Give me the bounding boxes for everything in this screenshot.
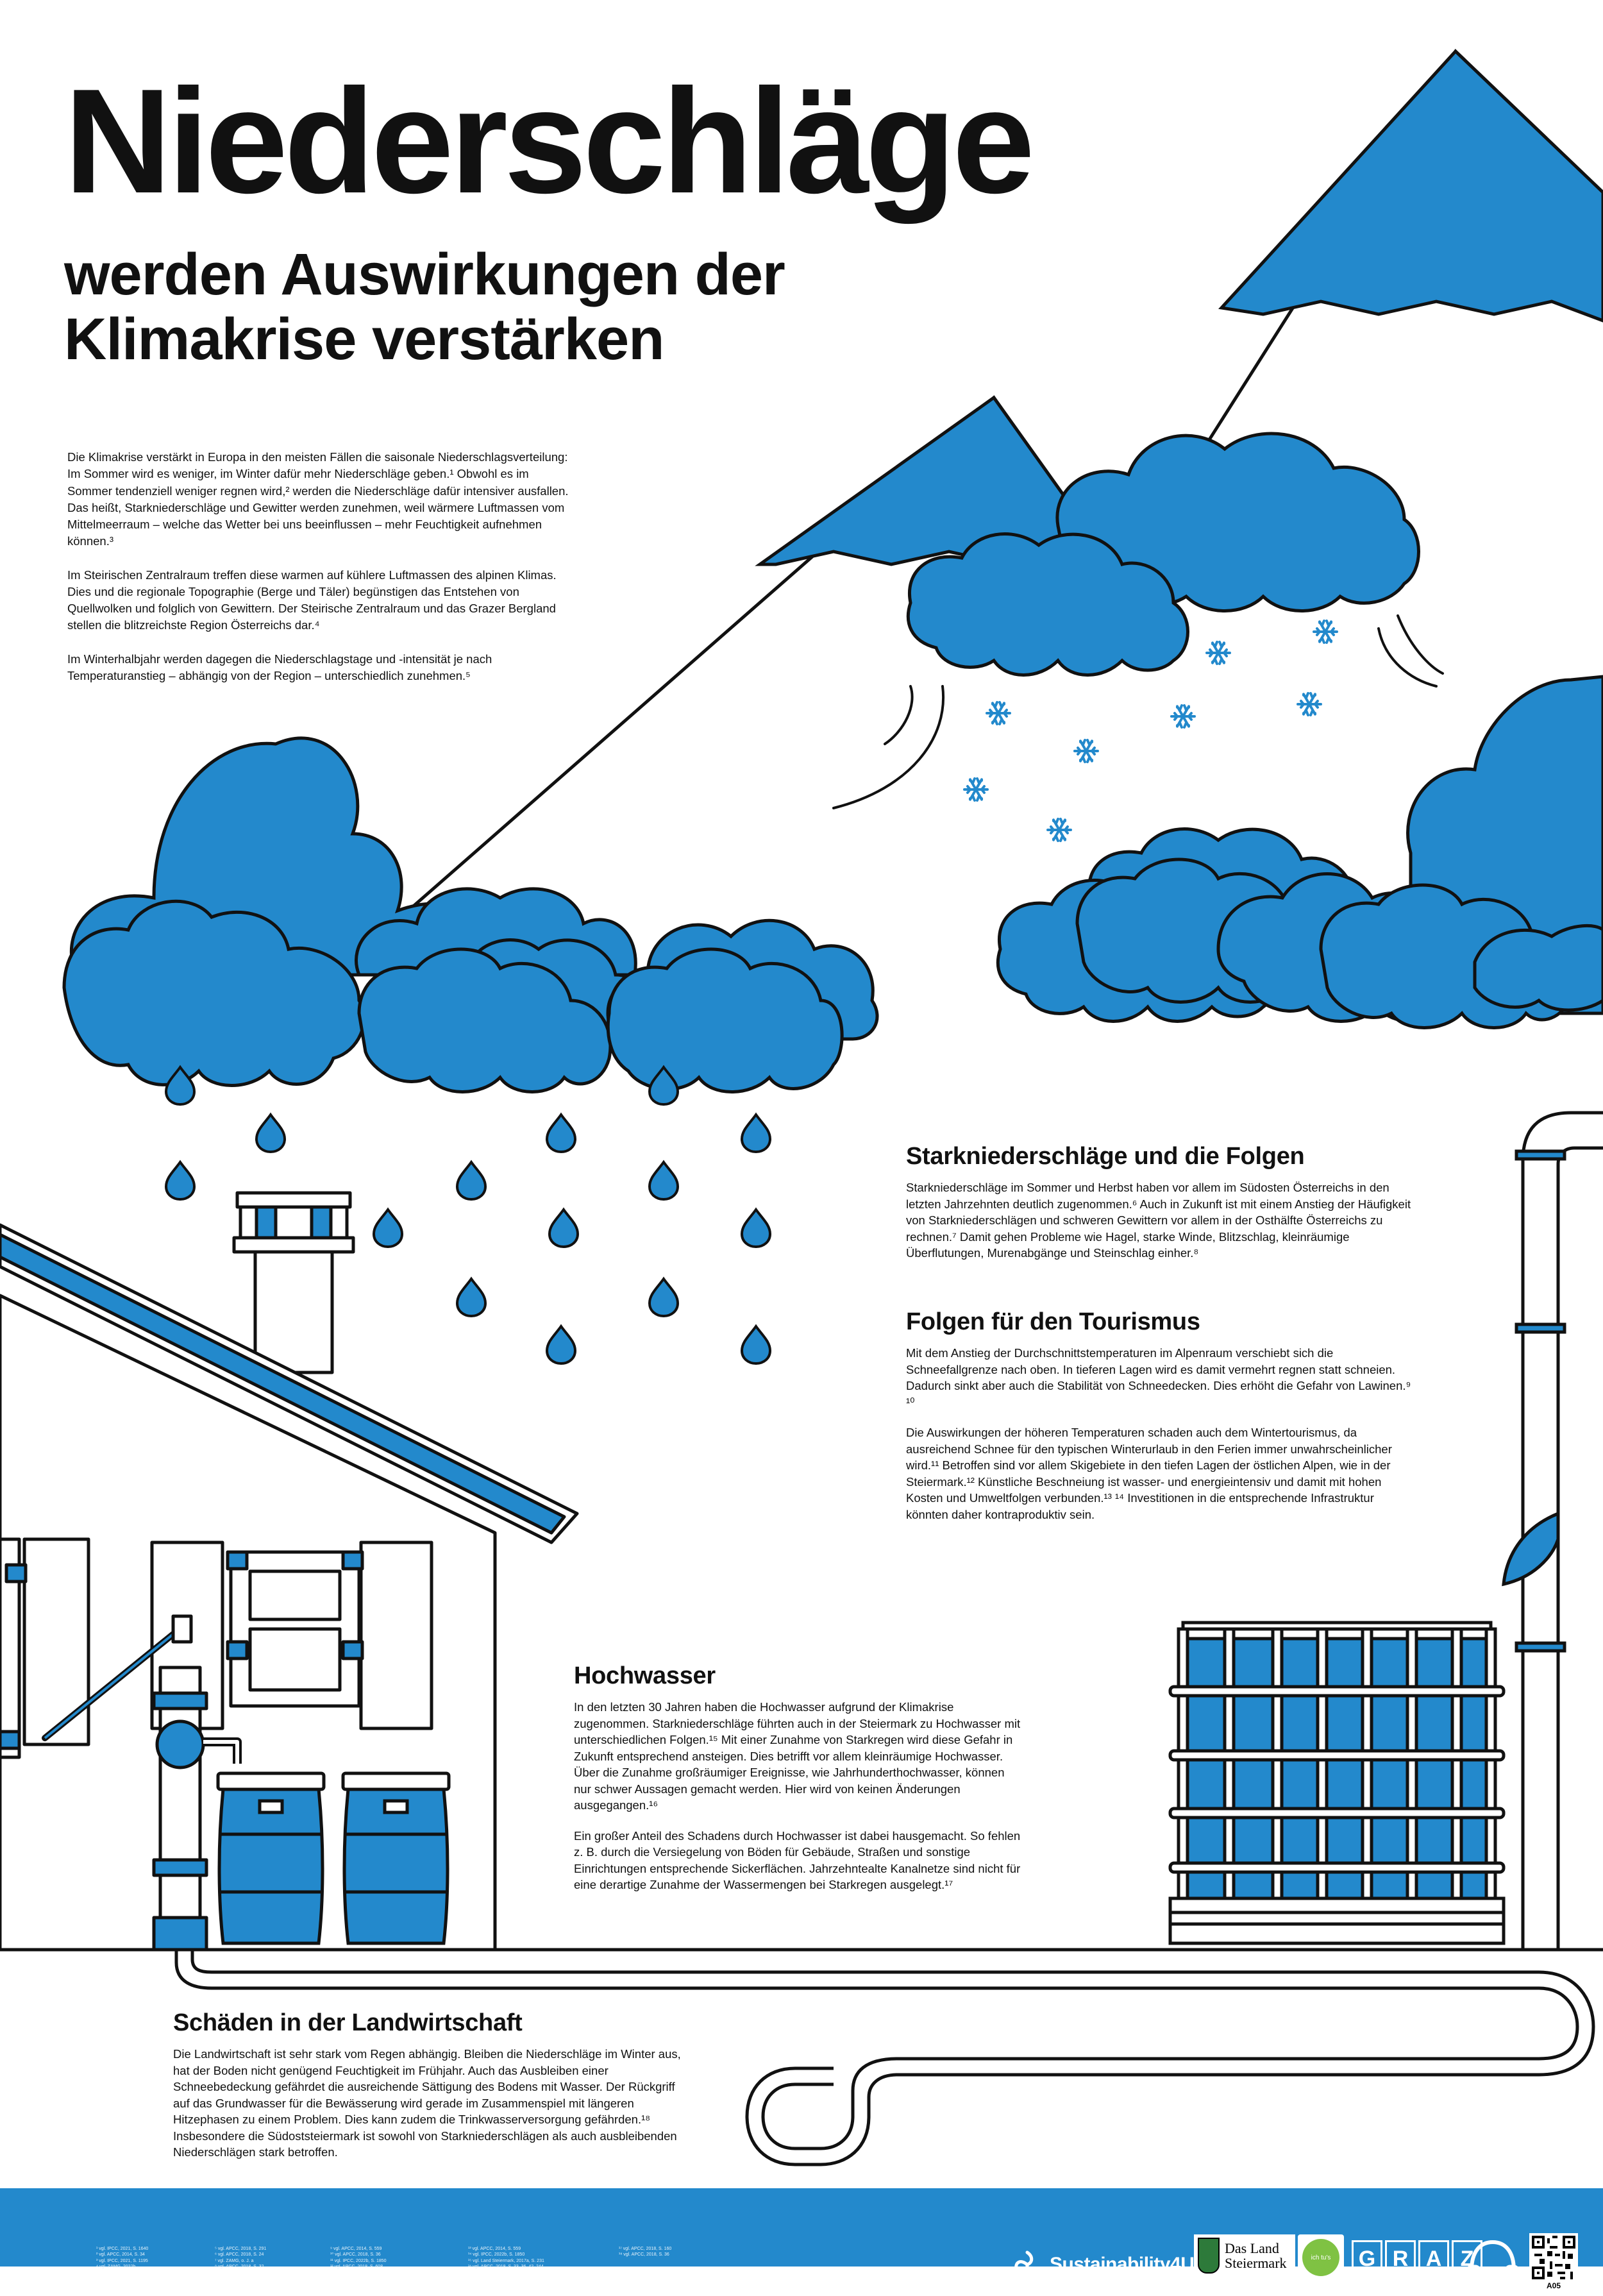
section-starkniederschlaege <box>906 1143 1419 1276</box>
intro-paragraph: Im Steirischen Zentralraum treffen diese warmen auf kühlere Luftmassen des alpinen Klimas. Dies und die regionale Topographie (Berge und Täler) begünstigen das Entstehen von Quellwolken und folglich von Gewittern. Der Steirische Zentralraum und das Grazer Bergland stellen die blitzreichste Region Österreichs dar.⁴ <box>67 568 557 632</box>
footnote: ⁹ vgl. APCC, 2014, S. 559 <box>330 2247 382 2251</box>
footnote: ⁷ vgl. ZAMG, o. J. a <box>215 2258 254 2263</box>
section-hochwasser <box>574 1662 1023 1907</box>
section-heading: Starkniederschläge und die Folgen <box>906 1143 1305 1170</box>
footnote-column <box>330 2246 387 2270</box>
footnote: ¹ vgl. IPCC, 2021, S. 1640 <box>96 2247 149 2251</box>
footnote: ¹³ vgl. APCC, 2014, S. 559 <box>468 2247 521 2251</box>
footnote: ¹⁶ vgl. APCC, 2018, S. 33, 36, 42, 244 <box>468 2265 544 2270</box>
page-title: Niederschläge <box>64 58 1032 224</box>
ich-tus-logo <box>1298 2234 1344 2281</box>
water-tank-icon <box>1170 1623 1504 1943</box>
sustainability-icon <box>1010 2247 1045 2282</box>
intro-text <box>67 449 574 701</box>
graz-letter: Z <box>1452 2240 1482 2277</box>
section-tourismus <box>906 1308 1419 1537</box>
footnote: ⁵ vgl. APCC, 2018, S. 291 <box>215 2247 267 2251</box>
footnote-column <box>96 2246 148 2270</box>
footnote-column <box>619 2246 671 2258</box>
footnote: ³ vgl. IPCC, 2021, S. 1195 <box>96 2258 148 2263</box>
footnote: ¹² vgl. APCC, 2018, S. 608 <box>330 2265 383 2270</box>
section-paragraph: Ein großer Anteil des Schadens durch Hochwasser ist dabei hausgemacht. So fehlen z. B. durch die Versiegelung von Böden für Gebäude, Straßen und sonstige Einrichtungen entsprechende Sickerflächen. Jahrzehntealte Kanalnetze sind nicht für eine derartige Zunahme der Wassermengen bei Starkregen ausgelegt.¹⁷ <box>574 1828 1021 1892</box>
intro-paragraph: Die Klimakrise verstärkt in Europa in den meisten Fällen die saisonale Niederschlagsverteilung: Im Sommer wird es weniger, im Winter dafür mehr Niederschläge geben.¹ Obwohl es im Sommer tendenziell weniger regnen wird,² werden die Niederschläge dafür intensiver ausfallen. Das heißt, Starkniederschläge und Gewitter werden zunehmen, weil wärmere Luftmassen vom Mittelmeerraum – welche das Wetter bei uns beeinflussen – mehr Feuchtigkeit aufnehmen können.³ <box>67 450 569 548</box>
footnote: ¹⁴ vgl. IPCC, 2022b, S. 1850 <box>468 2252 525 2258</box>
footnote: ¹¹ vgl. IPCC, 2022b, S. 1850 <box>330 2258 387 2263</box>
section-paragraph: Die Auswirkungen der höheren Temperaturen schaden auch dem Wintertourismus, da ausreichend Schnee für den typischen Winterurlaub in den Ferien immer unwahrscheinlicher wird.¹¹ Betroffen sind vor allem Skigebiete in den tiefen Lagen der östlichen Alpen, wie in der Steiermark.¹² Künstliche Beschneiung ist wasser- und energieintensiv und damit mit hohen Kosten und Umweltfolgen verbunden.¹³ ¹⁴ Investitionen in die entsprechende Infrastruktur könnten daher kontraproduktiv sein. <box>906 1426 1392 1521</box>
footnote-column <box>468 2246 544 2270</box>
footnote: ² vgl. APCC, 2014, S. 34 <box>96 2252 145 2258</box>
qr-code-icon[interactable] <box>1529 2233 1578 2292</box>
section-landwirtschaft <box>173 2009 686 2175</box>
graz-letter: A <box>1418 2240 1449 2277</box>
graz-letter: R <box>1385 2240 1416 2277</box>
downpipe-icon <box>1504 1113 1603 1950</box>
section-paragraph: Starkniederschläge im Sommer und Herbst haben vor allem im Südosten Österreichs in den letzten Jahrzehnten deutlich zugenommen.⁶ Auch in Zukunft ist mit einem Anstieg der Häufigkeit von Starkniederschlägen und schweren Gewittern vor allem in der Osthälfte Österreichs zu rechnen.⁷ Damit gehen Probleme wie Hagel, starke Winde, Blitzschlag, kleinräumige Überflutungen, Murenabgänge und Steinschlag einher.⁸ <box>906 1181 1411 1260</box>
qr-code-graphic <box>1532 2236 1575 2279</box>
footnote: ¹⁵ vgl. Land Steiermark, 2017a, S. 231 <box>468 2258 544 2263</box>
graz-letter: G <box>1352 2240 1382 2277</box>
crest-icon <box>1198 2238 1220 2274</box>
headphones-icon[interactable] <box>1465 2238 1520 2296</box>
land-steiermark-logo <box>1194 2234 1295 2277</box>
section-paragraph: Mit dem Anstieg der Durchschnittstemperaturen im Alpenraum verschiebt sich die Schneefallgrenze nach oben. In tieferen Lagen wird es damit vermehrt regnen statt schneien. Dadurch sinkt aber auch die Stabilität von Schneedecken. Dies erhöht die Gefahr von Lawinen.⁹ ¹⁰ <box>906 1346 1411 1409</box>
page-subtitle <box>64 242 785 372</box>
intro-paragraph: Im Winterhalbjahr werden dagegen die Niederschlagstage und -intensität je nach Temperaturanstieg – abhängig von der Region – unterschiedlich zunehmen.⁵ <box>67 652 492 682</box>
stmk-line-2: Steiermark <box>1225 2255 1287 2271</box>
qr-label: A05 <box>1546 2281 1561 2290</box>
subtitle-line-2: Klimakrise verstärken <box>64 307 664 373</box>
footnote: ¹⁷ vgl. APCC, 2018, S. 160 <box>619 2247 672 2251</box>
ich-tus-label: ich tu's <box>1302 2239 1339 2276</box>
graz-logo <box>1352 2240 1482 2277</box>
sustainability4u-logo <box>1010 2247 1194 2282</box>
footnote: ⁸ vgl. APCC, 2018, S. 32 <box>215 2265 264 2270</box>
subtitle-line-1: werden Auswirkungen der <box>64 242 785 307</box>
footnote: ⁴ vgl. ZAMG, 2022b <box>96 2265 136 2270</box>
stmk-line-1: Das Land <box>1225 2240 1279 2256</box>
cloud-icon <box>998 677 1603 1028</box>
footnote-column <box>215 2246 266 2270</box>
cloud-icon <box>64 738 877 1092</box>
section-heading: Hochwasser <box>574 1662 716 1689</box>
section-heading: Schäden in der Landwirtschaft <box>173 2009 523 2036</box>
footnote: ⁶ vgl. APCC, 2018, S. 24 <box>215 2252 264 2258</box>
section-heading: Folgen für den Tourismus <box>906 1308 1200 1335</box>
section-paragraph: In den letzten 30 Jahren haben die Hochwasser aufgrund der Klimakrise zugenommen. Starkniederschläge führten auch in der Steiermark zu Hochwasser mit unterschiedlichen Folgen.¹⁵ Mit einer Zunahme von Starkregen wird diese Gefahr in Zukunft entsprechend ansteigen. Dies betrifft vor allem kleinräumige Hochwasser. Über die Zunahme großräumiger Ereignisse, wie Jahrhunderthochwasser, können nur schwer Aussagen gemacht werden. Hier wird von keinen Änderungen ausgegangen.¹⁶ <box>574 1700 1021 1812</box>
footnote: ¹⁸ vgl. APCC, 2018, S. 36 <box>619 2252 669 2258</box>
section-paragraph: Die Landwirtschaft ist sehr stark vom Regen abhängig. Bleiben die Niederschläge im Winter aus, hat der Boden nicht genügend Feuchtigkeit im Frühjahr. Auch das Ausbleiben einer Schneebedeckung gefährdet die ausreichende Sättigung des Bodens mit Wasser. Der Rückgriff auf das Grundwasser für die Bewässerung wird gerade im Zusammenspiel mit längeren Hitzephasen zu einem Problem. Dies kann zudem die Trinkwasserversorgung gefährden.¹⁸ Insbesondere die Südoststeiermark ist sowohl von Starkniederschlägen als auch ausbleibenden Niederschlägen stark betroffen. <box>173 2047 681 2159</box>
footnote: ¹⁰ vgl. APCC, 2018, S. 36 <box>330 2252 381 2258</box>
sustainability4u-label: Sustainability4U <box>1050 2254 1195 2275</box>
